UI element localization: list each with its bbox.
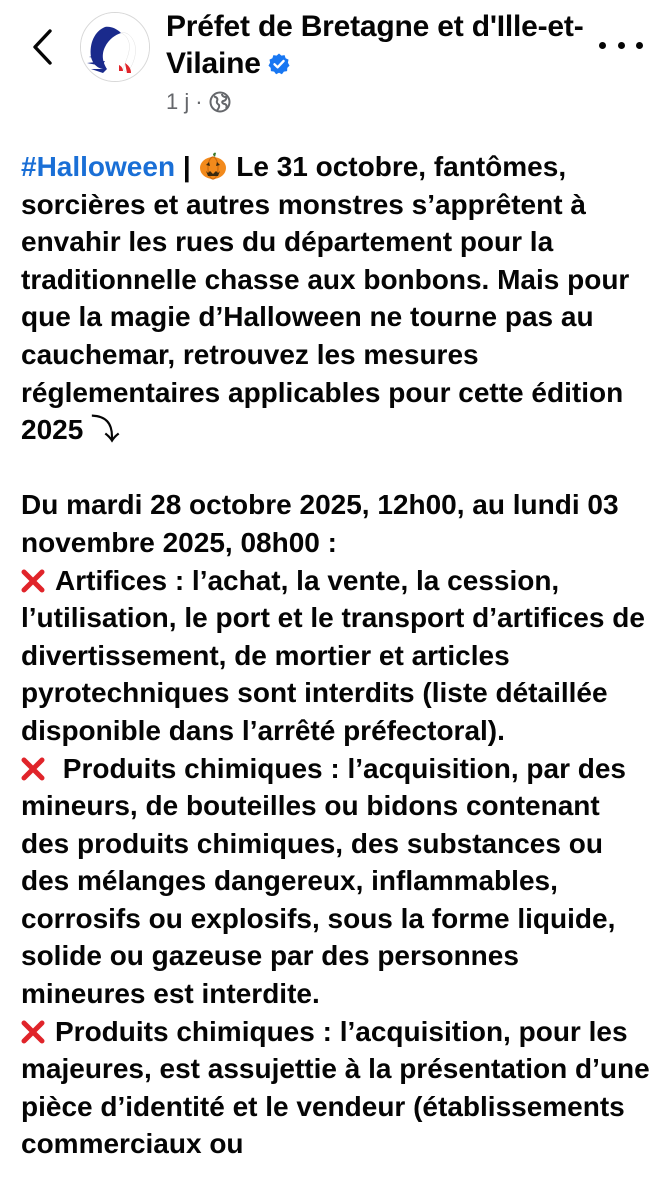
avatar[interactable] bbox=[80, 12, 150, 82]
post-intro-text: Le 31 octobre, fantômes, sorcières et autres monstres s’apprêtent à envahir les rues du département pour la traditionnelle chasse aux bonbons. Mais pour que la magie d’Halloween ne tourne pas au cauchemar, retrouvez les mesures réglementaires applicables pour cette édition 2025 bbox=[21, 151, 630, 446]
rule-item-text: Produits chimiques : l’acquisition, pour les majeures, est assujettie à la présentation d’une pièce d’identité et le vendeur (établissements commerciaux ou bbox=[21, 1015, 650, 1160]
marianne-logo-icon bbox=[81, 13, 150, 82]
red-cross-icon bbox=[21, 757, 45, 781]
page-name[interactable] bbox=[166, 8, 586, 82]
post-period: Du mardi 28 octobre 2025, 12h00, au lundi 03 novembre 2025, 08h00 : bbox=[21, 489, 619, 558]
page-name-label: Préfet de Bretagne et d'Ille-et-Vilaine bbox=[166, 10, 584, 80]
rule-item-3 bbox=[21, 1013, 651, 1163]
meta-separator: · bbox=[195, 89, 203, 114]
rule-item-1 bbox=[21, 562, 651, 750]
rule-item-text: Produits chimiques : l’acquisition, par des mineurs, de bouteilles ou bidons contenant des produits chimiques, des substances ou des mélanges dangereux, inflammables, corrosifs ou explosifs, sous la forme liquide, solide ou gazeuse par des personnes mineures est interdite. bbox=[21, 752, 626, 1010]
arrow-down-icon: ⤵ bbox=[91, 414, 120, 446]
globe-icon bbox=[209, 91, 231, 113]
red-cross-icon bbox=[21, 569, 45, 593]
more-options-button[interactable] bbox=[599, 30, 643, 60]
post-intro bbox=[21, 148, 651, 449]
rule-item-text: Artifices : l’achat, la vente, la cession, l’utilisation, le port et le transport d’artifices de divertissement, de mortier et articles pyrotechniques sont interdits (liste détaillée disponible dans l’arrêté préfectoral). bbox=[21, 564, 645, 746]
more-dot-1 bbox=[599, 42, 606, 49]
rule-item-2 bbox=[21, 750, 651, 1013]
back-button[interactable] bbox=[22, 22, 62, 72]
hashtag-link[interactable]: #Halloween bbox=[21, 151, 176, 182]
verified-badge-icon bbox=[267, 52, 291, 76]
more-dot-2 bbox=[618, 42, 625, 49]
paragraph-gap bbox=[21, 449, 651, 487]
post-text bbox=[21, 148, 651, 1163]
post-header bbox=[0, 0, 665, 130]
red-cross-icon bbox=[21, 1020, 45, 1044]
chevron-left-icon bbox=[31, 28, 53, 66]
pumpkin-emoji-icon bbox=[198, 151, 228, 181]
more-dot-3 bbox=[636, 42, 643, 49]
post-time: 1 j bbox=[166, 89, 190, 114]
hashtag-separator: | bbox=[175, 151, 199, 182]
post-meta bbox=[166, 88, 231, 116]
